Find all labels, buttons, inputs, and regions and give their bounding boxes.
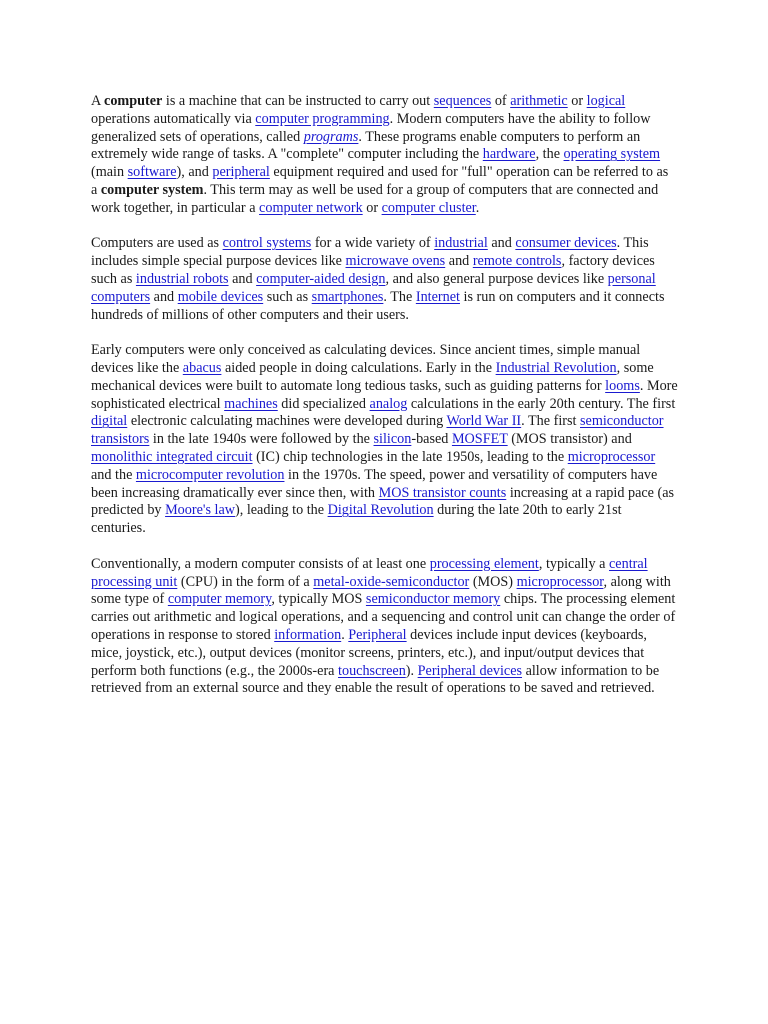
text-run: for a wide variety of xyxy=(311,235,435,252)
text-run: is run on computers and it connects hundreds of millions of other computers and their users. xyxy=(91,288,665,323)
text-run: chips. The processing element carries out arithmetic and logical operations, and a sequencing and control unit can change the order of operations in response to stored xyxy=(91,591,676,643)
hyperlink[interactable]: microprocessor xyxy=(567,448,656,465)
hyperlink[interactable]: logical xyxy=(586,93,626,109)
hyperlink[interactable]: peripheral xyxy=(212,164,270,181)
hyperlink[interactable]: hardware xyxy=(482,146,536,163)
text-run: (MOS transistor) and xyxy=(507,431,632,448)
text-run: ). xyxy=(405,662,418,679)
hyperlink[interactable]: sequences xyxy=(433,93,492,109)
hyperlink[interactable]: machines xyxy=(224,395,278,412)
text-run: in the late 1940s were followed by the xyxy=(149,431,374,448)
hyperlink[interactable]: arithmetic xyxy=(510,93,568,109)
hyperlink[interactable]: digital xyxy=(91,413,128,430)
text-run: Conventionally, a modern computer consists of at least one xyxy=(91,555,430,572)
paragraph-uses xyxy=(91,235,678,324)
text-run: such as xyxy=(263,288,312,305)
hyperlink[interactable]: silicon xyxy=(373,431,412,448)
hyperlink[interactable]: smartphones xyxy=(311,288,384,305)
text-run: Early computers were only conceived as calculating devices. Since ancient times, simple manual devices like the xyxy=(91,342,641,376)
hyperlink[interactable]: transistors xyxy=(91,431,150,448)
text-run: equipment required and used for "full" operation can be referred to as a xyxy=(91,164,669,198)
text-run: (CPU) in the form of a xyxy=(177,573,314,590)
text-run: did specialized xyxy=(277,395,370,412)
hyperlink[interactable]: programs xyxy=(303,128,359,145)
hyperlink[interactable]: World War II xyxy=(446,413,522,430)
hyperlink[interactable]: central processing unit xyxy=(91,555,648,590)
text-run: and the xyxy=(91,466,136,483)
text-run: and xyxy=(150,288,178,305)
text-run: , the xyxy=(535,146,564,163)
hyperlink[interactable]: abacus xyxy=(182,359,222,376)
hyperlink[interactable]: Peripheral devices xyxy=(417,662,523,679)
text-run: . xyxy=(341,626,349,643)
hyperlink[interactable]: software xyxy=(127,164,177,181)
text-run: allow information to be retrieved from an external source and they enable the result of operations to be saved and retrieved. xyxy=(91,662,660,697)
hyperlink[interactable]: Moore's law xyxy=(165,502,235,519)
hyperlink[interactable]: consumer devices xyxy=(515,235,617,252)
text-run: ), leading to the xyxy=(235,502,328,519)
text-run: of xyxy=(491,93,511,109)
text-run: . These programs enable computers to perform an extremely wide range of tasks. A "complete" computer including the xyxy=(91,128,641,163)
text-run: , along with some type of xyxy=(91,573,671,608)
hyperlink[interactable]: microprocessor xyxy=(516,573,604,590)
text-run: and xyxy=(445,253,473,270)
hyperlink[interactable]: computer network xyxy=(259,199,363,216)
paragraph-definition xyxy=(91,93,678,218)
hyperlink[interactable]: microcomputer revolution xyxy=(135,466,285,483)
text-run: , typically a xyxy=(538,555,609,572)
text-run: electronic calculating machines were developed during xyxy=(127,413,447,430)
bold-term: computer xyxy=(104,93,163,109)
text-run: (IC) chip technologies in the late 1950s, leading to the xyxy=(252,448,568,465)
hyperlink[interactable]: touchscreen xyxy=(338,662,406,679)
text-run: . The xyxy=(383,288,416,305)
text-run: ), and xyxy=(176,164,213,181)
text-run: . This includes simple special purpose devices like xyxy=(91,235,649,270)
text-run: , factory devices such as xyxy=(91,253,655,287)
hyperlink[interactable]: industrial xyxy=(434,235,488,252)
text-run: and xyxy=(228,270,257,287)
text-run: or xyxy=(567,93,587,109)
hyperlink[interactable]: Peripheral xyxy=(348,626,407,643)
text-run: and xyxy=(487,235,516,252)
hyperlink[interactable]: Industrial Revolution xyxy=(495,359,617,376)
text-run: increasing at a rapid pace (as predicted by xyxy=(91,484,675,519)
hyperlink[interactable]: information xyxy=(274,626,342,643)
text-run: or xyxy=(362,199,382,216)
text-run: , some mechanical devices were built to automate long tedious tasks, such as guiding patterns for xyxy=(91,359,654,394)
hyperlink[interactable]: mobile devices xyxy=(177,288,264,305)
text-run: . Modern computers have the ability to follow generalized sets of operations, called xyxy=(91,110,651,145)
hyperlink[interactable]: MOS transistor counts xyxy=(378,484,507,501)
text-run: aided people in doing calculations. Early in the xyxy=(221,359,496,376)
hyperlink[interactable]: industrial robots xyxy=(135,270,229,287)
hyperlink[interactable]: semiconductor memory xyxy=(365,591,501,608)
text-run: operations automatically via xyxy=(91,110,256,127)
text-run: in the 1970s. The speed, power and versatility of computers have been increasing dramatically ever since then, with xyxy=(91,466,658,501)
hyperlink[interactable]: metal-oxide-semiconductor xyxy=(313,573,470,590)
hyperlink[interactable]: operating system xyxy=(563,146,661,163)
text-run: , and also general purpose devices like xyxy=(385,270,608,287)
text-run: A xyxy=(91,93,105,109)
text-run: (main xyxy=(91,164,128,181)
hyperlink[interactable]: processing element xyxy=(429,555,539,572)
hyperlink[interactable]: Internet xyxy=(415,288,460,305)
text-run: . More sophisticated electrical xyxy=(91,377,678,412)
paragraph-history xyxy=(91,342,678,538)
hyperlink[interactable]: looms xyxy=(605,377,640,394)
hyperlink[interactable]: semiconductor xyxy=(580,413,664,430)
hyperlink[interactable]: computer-aided design xyxy=(256,270,386,287)
text-run: calculations in the early 20th century. The first xyxy=(407,395,676,412)
text-run: . This term may as well be used for a group of computers that are connected and work together, in particular a xyxy=(91,181,659,216)
bold-term: computer system xyxy=(100,181,204,198)
text-run: is a machine that can be instructed to carry out xyxy=(162,93,434,109)
hyperlink[interactable]: remote controls xyxy=(472,253,562,270)
hyperlink[interactable]: analog xyxy=(369,395,408,412)
text-run: . The first xyxy=(521,413,580,430)
hyperlink[interactable]: Digital Revolution xyxy=(327,502,434,519)
hyperlink[interactable]: MOSFET xyxy=(451,431,508,448)
text-run: , typically MOS xyxy=(271,591,366,608)
text-run: during the late 20th to early 21st centuries. xyxy=(91,502,622,537)
hyperlink[interactable]: computer memory xyxy=(167,591,272,608)
hyperlink[interactable]: personal computers xyxy=(91,270,656,305)
hyperlink[interactable]: microwave ovens xyxy=(345,253,446,270)
hyperlink[interactable]: monolithic integrated circuit xyxy=(91,448,253,465)
text-run: . xyxy=(475,199,480,216)
paragraph-components xyxy=(91,556,678,698)
hyperlink[interactable]: computer programming xyxy=(255,110,390,127)
text-run: Computers are used as xyxy=(91,235,223,252)
hyperlink[interactable]: control systems xyxy=(222,235,312,252)
text-run: devices include input devices (keyboards, mice, joystick, etc.), output devices (monitor screens, printers, etc.), and input/output devices that perform both functions (e.g., the 2000s-era xyxy=(91,626,647,679)
text-run: (MOS) xyxy=(469,573,517,590)
text-run: -based xyxy=(411,431,452,448)
hyperlink[interactable]: computer cluster xyxy=(381,199,476,216)
